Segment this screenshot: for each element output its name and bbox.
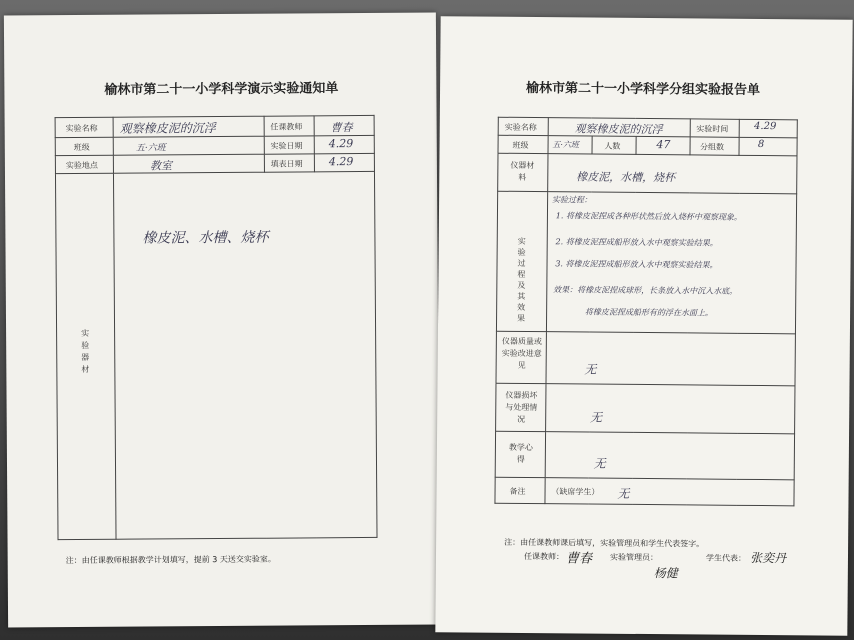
label-groups: 分组数: [700, 142, 725, 152]
teacher-label: 任课教师：: [523, 551, 565, 562]
value-people: 47: [656, 138, 671, 152]
notification-form-title: 榆林市第二十一小学科学演示实验通知单: [104, 81, 339, 98]
value-fill-date: 4.29: [328, 155, 354, 169]
label-fill-date: 填表日期: [270, 159, 303, 169]
notification-form-table: [55, 115, 378, 540]
report-form-title: 榆林市第二十一小学科学分组实验报告单: [526, 80, 761, 99]
value-experiment-date: 4.29: [328, 137, 354, 151]
value-reflection: 无: [593, 456, 606, 471]
notification-form-paper: [4, 12, 440, 627]
value-instruments: 橡皮泥，水槽，烧杯: [576, 170, 676, 185]
label-location: 实验地点: [65, 160, 98, 171]
process-line-6: 将橡皮泥捏成船形有的浮在水面上。: [584, 307, 713, 318]
manager-signature: 杨健: [653, 566, 678, 581]
report-footer-note: 注：由任课教师课后填写，实验管理员和学生代表签字。: [504, 537, 705, 549]
label-process: 实验过程及其效果: [517, 236, 526, 323]
manager-label: 实验管理员：: [609, 552, 659, 563]
value-remarks: 无: [617, 486, 630, 501]
label-experiment-time: 实验时间: [696, 124, 729, 134]
value-damage: 无: [589, 410, 603, 425]
process-line-1: 实验过程：: [551, 195, 592, 205]
label-experiment-date: 实验日期: [270, 141, 303, 151]
process-line-4: 3. 将橡皮泥捏成船形放入水中观察实验结果。: [555, 259, 718, 270]
label-reflection: 教学心得: [508, 442, 533, 464]
teacher-signature: 曹春: [565, 551, 593, 567]
label-quality: 仪器质量或实验改进意见: [501, 336, 542, 370]
process-line-3: 2. 将橡皮泥捏成船形放入水中观察实验结果。: [555, 237, 718, 248]
label-equipment: 实验器材: [81, 328, 90, 374]
label-remarks: 备注: [509, 486, 526, 496]
value-quality: 无: [584, 362, 597, 377]
value-teacher: 曹春: [330, 121, 353, 135]
student-label: 学生代表：: [705, 553, 747, 563]
label-people: 人数: [604, 141, 621, 151]
label-experiment-name: 实验名称: [65, 123, 98, 134]
report-form-paper: [435, 16, 852, 636]
label-instruments: 仪器材料: [510, 160, 535, 182]
value-report-class: 五·六班: [552, 140, 579, 150]
value-class: 五·六班: [135, 143, 166, 154]
value-groups: 8: [757, 138, 765, 151]
value-experiment-name: 观察橡皮泥的沉浮: [119, 121, 216, 136]
label-teacher: 任课教师: [270, 122, 303, 132]
label-report-experiment-name: 实验名称: [504, 122, 537, 133]
label-damage: 仪器损坏与处理情况: [505, 390, 538, 424]
student-signature: 张奕丹: [749, 550, 787, 566]
notification-footer-note: 注：由任课教师根据教学计划填写，提前 3 天送交实验室。: [65, 554, 276, 566]
value-equipment: 橡皮泥、水槽、烧杯: [142, 229, 269, 247]
value-report-experiment-name: 观察橡皮泥的沉浮: [574, 122, 663, 137]
report-form-table: [494, 117, 797, 507]
process-line-2: 1. 将橡皮泥捏成各种形状然后放入烧杯中观察现象。: [555, 211, 743, 222]
process-line-5: 效果：将橡皮泥捏成球形，长条放入水中沉入水底。: [553, 285, 738, 296]
label-report-class: 班级: [512, 140, 529, 150]
remarks-prefix: （缺席学生）: [551, 487, 600, 497]
value-location: 教室: [149, 159, 173, 173]
value-experiment-time: 4.29: [754, 120, 777, 133]
label-class: 班级: [73, 142, 90, 153]
